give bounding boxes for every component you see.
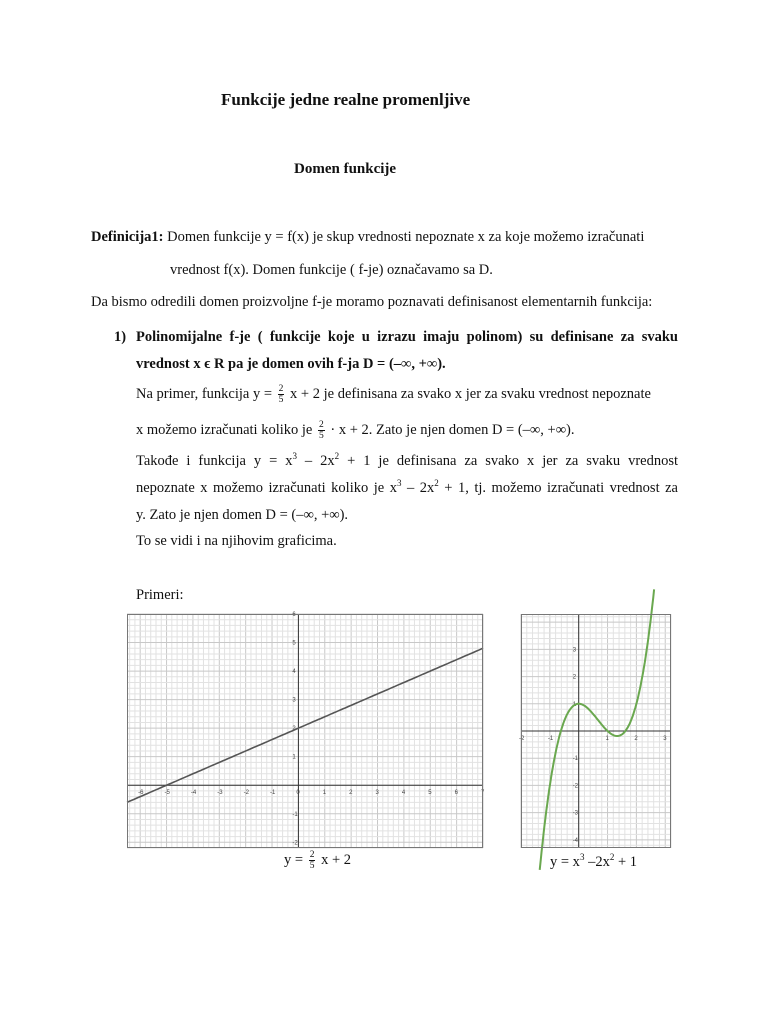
exponent: 2 — [609, 852, 615, 863]
y-tick-label: -2 — [292, 840, 298, 847]
example-text: x + 2 je definisana za svako x jer za svaku vrednost nepoznate — [290, 385, 651, 402]
y-tick-label: 1 — [292, 754, 296, 761]
fraction-numerator: 2 — [318, 420, 324, 430]
y-tick-label: -2 — [572, 783, 579, 790]
example-paragraph-1 — [136, 384, 651, 405]
caption-text: –2x — [584, 854, 610, 870]
y-tick-label: 2 — [292, 726, 296, 733]
x-tick-label: 2 — [634, 736, 638, 742]
item-number: 1) — [114, 329, 127, 345]
examples-label: Primeri: — [136, 587, 184, 603]
example-text: Takođe i funkcija y = x — [136, 453, 293, 469]
example-text: Na primer, funkcija y = — [136, 385, 273, 402]
y-tick-label: 5 — [292, 640, 296, 647]
definition-line-2: vrednost f(x). Domen funkcije ( f-je) označavamo sa D. — [170, 262, 493, 278]
x-tick-label: 7 — [481, 790, 485, 797]
plot-frame — [128, 615, 483, 848]
fraction — [278, 384, 285, 405]
example-paragraph-2 — [136, 420, 575, 441]
series-line — [540, 589, 654, 870]
y-tick-label: 6 — [292, 612, 296, 618]
page-title: Funkcije jedne realne promenljive — [221, 90, 471, 109]
exponent: 2 — [334, 451, 340, 462]
grid — [127, 614, 483, 848]
y-tick-label: 2 — [572, 674, 577, 681]
y-tick-label: -1 — [572, 756, 579, 763]
example-paragraph-5: y. Zato je njen domen D = (–∞, +∞). — [136, 507, 349, 523]
x-tick-label: -6 — [138, 790, 144, 797]
cubic-function-graph — [521, 614, 671, 848]
example-text: nepoznate x možemo izračunati koliko je x — [136, 480, 397, 496]
caption-text: y = — [284, 851, 304, 868]
example-paragraph-3 — [136, 453, 678, 470]
x-tick-label: 6 — [454, 790, 458, 797]
fraction — [309, 850, 316, 871]
y-tick-label: -4 — [572, 837, 579, 844]
chart-2-caption — [550, 854, 637, 871]
x-tick-label: 0 — [296, 790, 300, 797]
x-tick-label: 1 — [605, 736, 609, 742]
y-tick-label: -1 — [292, 811, 298, 818]
definition-text-1: Domen funkcije y = f(x) je skup vrednosti nepoznate x za koje možemo izračunati — [167, 229, 645, 245]
section-title: Domen funkcije — [294, 161, 397, 177]
fraction — [318, 420, 325, 441]
fraction-numerator: 2 — [278, 384, 284, 394]
example-paragraph-4 — [136, 480, 678, 497]
item-line-1: Polinomijalne f-je ( funkcije koje u izrazu imaju polinom) su definisane za svaku — [136, 329, 678, 345]
x-tick-label: 3 — [375, 790, 379, 797]
example-paragraph-6: To se vidi i na njihovim graficima. — [136, 533, 337, 549]
fraction-denominator: 5 — [309, 861, 315, 871]
x-tick-label: -1 — [547, 736, 554, 742]
x-tick-label: 4 — [401, 790, 406, 797]
chart-1-caption — [284, 850, 351, 871]
caption-text: y = x — [550, 854, 580, 870]
x-tick-label: -5 — [164, 790, 170, 797]
y-tick-label: 4 — [292, 669, 296, 676]
y-tick-label: 3 — [292, 697, 296, 704]
y-tick-label: 3 — [572, 647, 577, 654]
intro-paragraph: Da bismo odredili domen proizvoljne f-je moramo poznavati definisanost elementarnih funkcija: — [91, 294, 653, 310]
definition-line-1 — [91, 229, 644, 246]
y-tick-label: -3 — [572, 810, 579, 817]
exponent: 3 — [579, 852, 585, 863]
x-tick-label: 5 — [428, 790, 432, 797]
y-tick-label: 1 — [572, 701, 577, 708]
caption-text: + 1 — [614, 854, 637, 870]
x-tick-label: -3 — [217, 790, 223, 797]
caption-text: x + 2 — [321, 851, 351, 868]
x-tick-label: -1 — [270, 790, 276, 797]
x-tick-label: -2 — [243, 790, 250, 797]
example-text: + 1 je definisana za svako x jer za svaku vrednost — [339, 453, 679, 469]
fraction-denominator: 5 — [318, 431, 324, 441]
example-text: – 2x — [296, 453, 335, 469]
exponent: 3 — [292, 451, 297, 462]
x-tick-label: 2 — [349, 790, 353, 797]
x-tick-label: -2 — [519, 736, 525, 742]
example-text: – 2x — [401, 480, 435, 496]
x-tick-label: 1 — [322, 790, 327, 797]
example-text: x možemo izračunati koliko je — [136, 421, 313, 438]
exponent: 3 — [396, 478, 402, 489]
example-text: + 1, tj. možemo izračunati vrednost za — [438, 480, 678, 496]
item-line-2: vrednost x ϵ R pa je domen ovih f-ja D = (–∞, +∞). — [136, 356, 446, 372]
linear-function-graph — [127, 614, 483, 848]
x-tick-label: -4 — [190, 790, 197, 797]
example-text: · x + 2. Zato je njen domen D = (–∞, +∞). — [330, 421, 575, 438]
fraction-denominator: 5 — [278, 395, 284, 405]
definition-label: Definicija1: — [91, 229, 164, 245]
x-tick-label: 3 — [663, 736, 667, 742]
fraction-numerator: 2 — [309, 850, 315, 860]
exponent: 2 — [434, 478, 439, 489]
